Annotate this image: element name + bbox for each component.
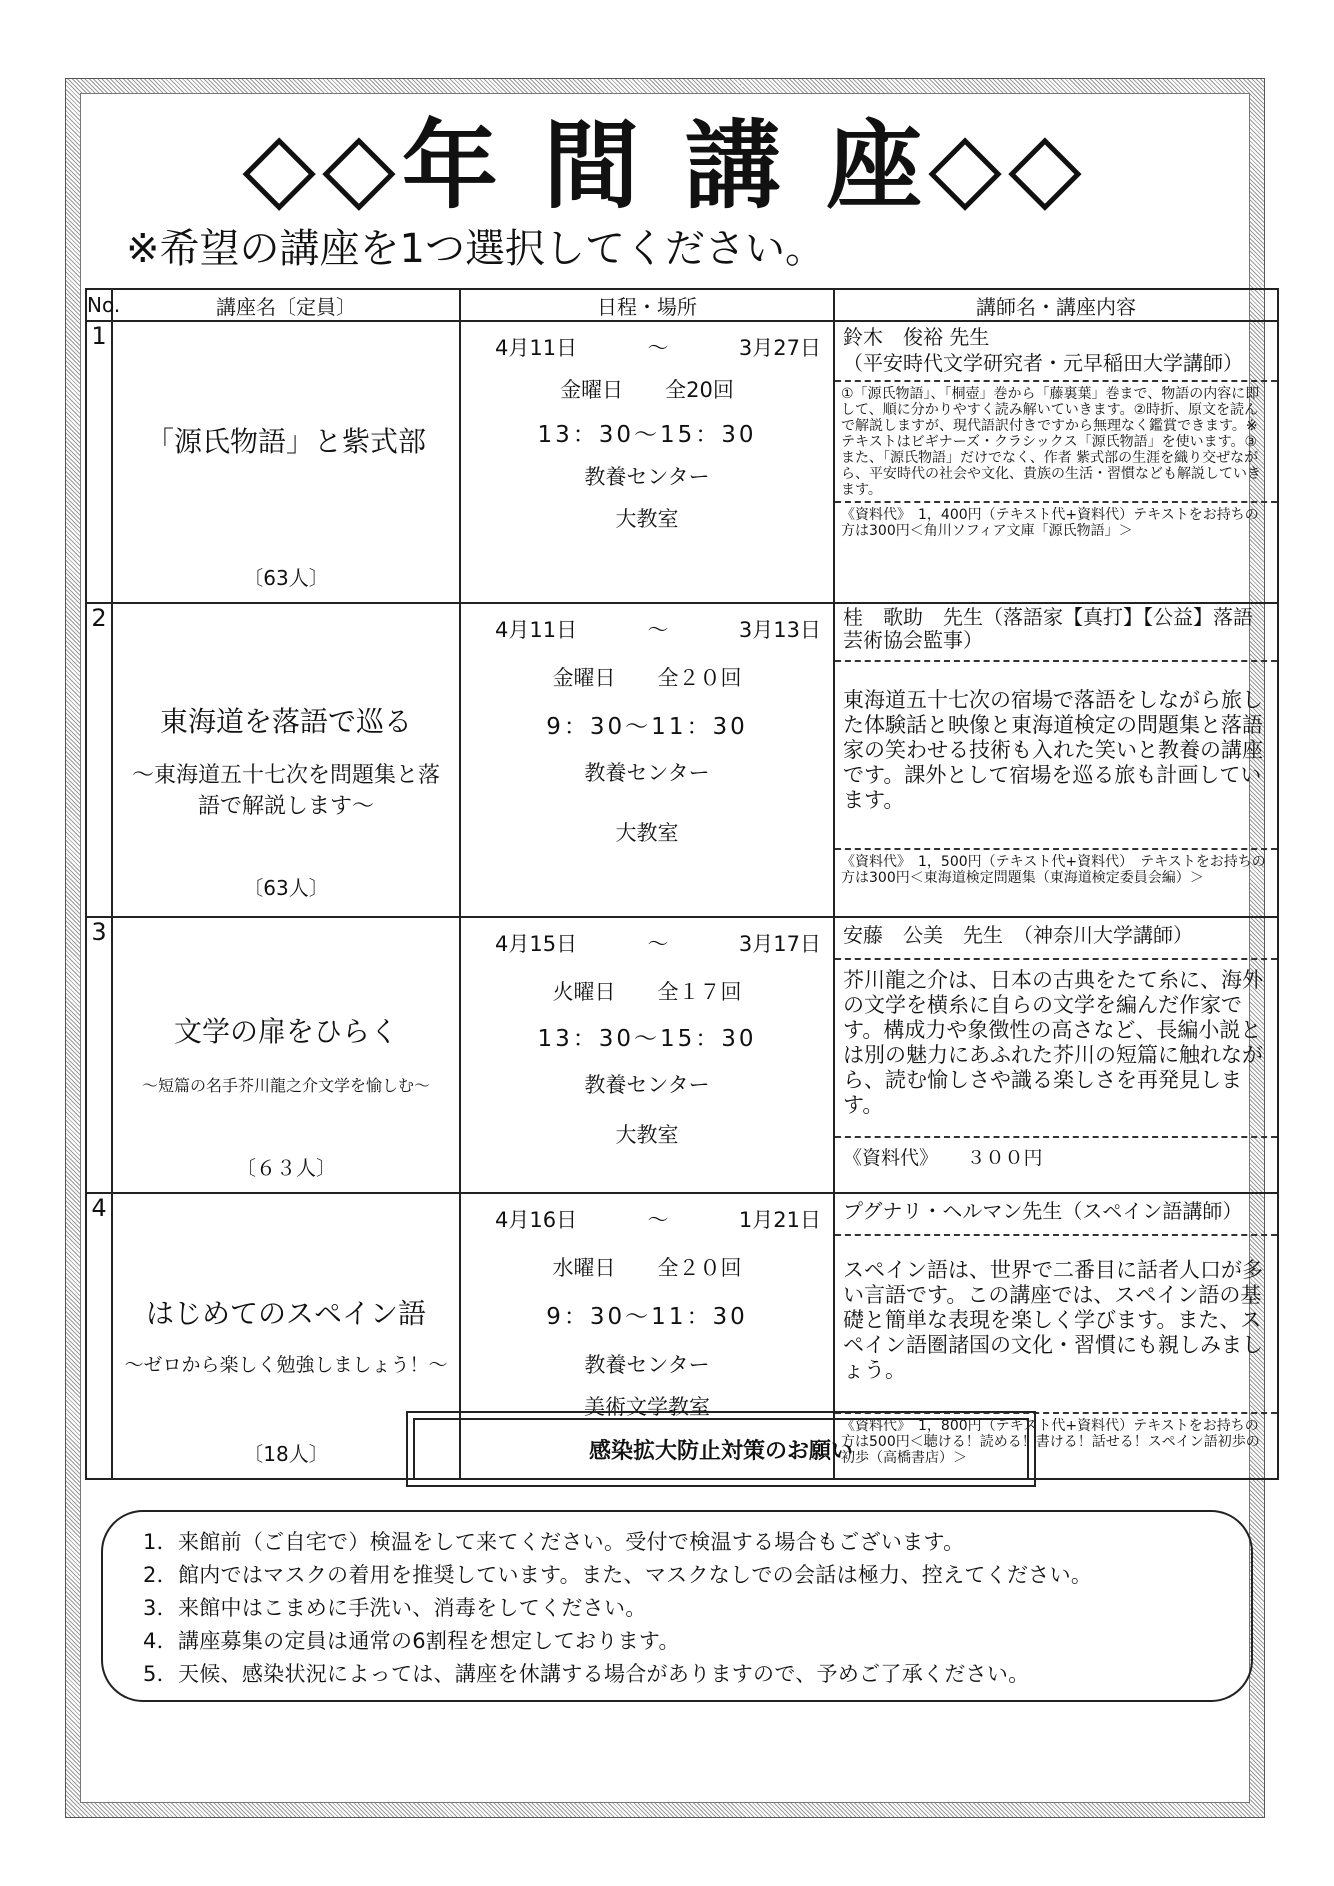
course-time: 13：30～15：30 [537, 422, 757, 448]
day-count: 金曜日 全20回 [560, 378, 734, 402]
notice-title: 感染拡大防止対策のお願い [413, 1418, 1029, 1480]
course-schedule [460, 917, 834, 1193]
instructor-title: （平安時代文学研究者・元早稲田大学講師） [843, 351, 1243, 375]
page-title: ◇◇年 間 講 座◇◇ [242, 110, 1088, 222]
header-instructor: 講師名・講座内容 [834, 289, 1278, 321]
course-subtitle: ～東海道五十七次を問題集と落語で解説します～ [131, 763, 440, 819]
notice-item: 1．来館前（ご自宅で）検温をして来てください。受付で検温する場合もございます。 [143, 1530, 965, 1554]
end-date: 1月21日 [738, 1208, 821, 1232]
end-date: 3月13日 [738, 618, 821, 642]
page-border [65, 78, 1265, 1818]
course-name-cell [112, 321, 460, 603]
course-instructor-cell [834, 917, 1278, 1193]
course-fee: 《資料代》 1，500円（テキスト代+資料代） テキストをお持ちの方は300円＜東海道検定問題集（東海道検定委員会編）＞ [841, 854, 1266, 886]
course-room: 美術文学教室 [584, 1395, 710, 1419]
header-schedule: 日程・場所 [460, 289, 834, 321]
course-instructor-cell [834, 321, 1278, 603]
date-tilde: ～ [647, 932, 669, 956]
day-count: 金曜日 全２０回 [552, 666, 742, 690]
course-instructor-cell [834, 603, 1278, 917]
course-room: 大教室 [615, 507, 679, 531]
course-name: 文学の扉をひらく [173, 1015, 398, 1048]
notice-item: 4．講座募集の定員は通常の6割程を想定しております。 [143, 1629, 680, 1653]
course-description: スペイン語は、世界で二番目に話者人口が多い言語です。この講座では、スペイン語の基礎と簡単な表現を楽しく学びます。また、スペイン語圏諸国の文化・習慣にも親しみましょう。 [843, 1258, 1263, 1382]
notice-item: 5．天候、感染状況によっては、講座を休講する場合がありますので、予めご了承ください。 [143, 1662, 1030, 1686]
course-name: はじめてのスペイン語 [145, 1297, 426, 1330]
course-fee: 《資料代》 ３００円 [843, 1147, 1043, 1169]
course-table [85, 288, 1279, 1480]
header-name: 講座名〔定員〕 [112, 289, 460, 321]
course-venue: 教養センター [584, 761, 710, 785]
course-capacity: 〔63人〕 [243, 566, 329, 590]
course-room: 大教室 [615, 1123, 679, 1147]
course-name: 東海道を落語で巡る [159, 705, 412, 738]
course-description: 芥川龍之介は、日本の古典をたて糸に、海外の文学を横糸に自らの文学を編んだ作家です。構成力や象徴性の高さなど、長編小説とは別の魅力にあふれた芥川の短篇に触れながら、読む愉しさや識る楽しさを再発見します。 [843, 968, 1263, 1117]
notice-item: 3．来館中はこまめに手洗い、消毒をしてください。 [143, 1596, 647, 1620]
course-name: 「源氏物語」と紫式部 [145, 425, 426, 458]
course-name-cell [112, 603, 460, 917]
course-room: 大教室 [615, 821, 679, 845]
start-date: 4月16日 [495, 1208, 578, 1232]
course-time: 13：30～15：30 [537, 1026, 757, 1052]
header-no: No. [86, 289, 112, 321]
course-fee: 《資料代》 1，400円（テキスト代+資料代）テキストをお持ちの方は300円＜角川ソフィア文庫「源氏物語」＞ [841, 507, 1259, 539]
course-number: 2 [86, 603, 112, 917]
course-number: 1 [86, 321, 112, 603]
table-row [86, 321, 1278, 603]
start-date: 4月11日 [495, 618, 578, 642]
instructor-name: プグナリ・ヘルマン先生（スペイン語講師） [843, 1199, 1243, 1223]
page-subtitle: ※希望の講座を1つ選択してください。 [126, 226, 825, 272]
course-description: 東海道五十七次の宿場で落語をしながら旅した体験話と映像と東海道検定の問題集と落語家の笑わせる技術も入れた笑いと教養の講座です。課外として宿場を巡る旅も計画しています。 [843, 688, 1263, 812]
date-tilde: ～ [647, 1208, 669, 1232]
course-fee: 《資料代》 1，800円（テキスト代+資料代）テキストをお持ちの方は500円＜聴ける！読める！書ける！話せる！スペイン語初歩の初歩（高橋書店）＞ [841, 1418, 1260, 1466]
end-date: 3月27日 [738, 336, 821, 360]
course-subtitle: ～短篇の名手芥川龍之介文学を愉しむ～ [141, 1076, 430, 1095]
course-number: 4 [86, 1193, 112, 1479]
end-date: 3月17日 [738, 932, 821, 956]
start-date: 4月15日 [495, 932, 578, 956]
course-time: 9：30～11：30 [546, 1304, 748, 1330]
instructor-name: 鈴木 俊裕 先生 [843, 325, 990, 349]
instructor-name: 安藤 公美 先生 （神奈川大学講師） [843, 923, 1193, 947]
course-capacity: 〔63人〕 [243, 876, 329, 900]
notice-list [101, 1510, 1253, 1702]
course-schedule [460, 321, 834, 603]
table-row [86, 917, 1278, 1193]
day-count: 水曜日 全２０回 [552, 1256, 742, 1280]
course-venue: 教養センター [584, 1353, 710, 1377]
course-schedule [460, 603, 834, 917]
flyer [80, 93, 1266, 1803]
notice-item: 2．館内ではマスクの着用を推奨しています。また、マスクなしでの会話は極力、控えてください。 [143, 1563, 1093, 1587]
course-time: 9：30～11：30 [546, 714, 748, 740]
course-capacity: 〔18人〕 [243, 1442, 329, 1466]
date-tilde: ～ [647, 618, 669, 642]
course-venue: 教養センター [584, 465, 710, 489]
course-description: ①「源氏物語」、「桐壺」巻から「藤裏葉」巻まで、物語の内容に即して、順に分かりやすく読み解いていきます。②時折、原文を読んで解説しますが、現代語訳付きですから無理なく鑑賞できます。※テキストはビギナーズ・クラシックス「源氏物語」を使います。③また、「源氏物語」だけでなく、作者 紫式部の生涯を織り交ぜながら、平安時代の社会や文化、貴族の生活・習慣なども解説していきます。 [841, 386, 1261, 498]
day-count: 火曜日 全１７回 [552, 980, 742, 1004]
course-subtitle: ～ゼロから楽しく勉強しましょう！～ [124, 1354, 448, 1376]
date-tilde: ～ [647, 336, 669, 360]
table-row [86, 603, 1278, 917]
notice-title-box [406, 1411, 1036, 1487]
course-number: 3 [86, 917, 112, 1193]
start-date: 4月11日 [495, 336, 578, 360]
table-header-row [86, 289, 1278, 321]
course-venue: 教養センター [584, 1073, 710, 1097]
instructor-name: 桂 歌助 先生（落語家【真打】【公益】落語芸術協会監事） [843, 605, 1253, 652]
course-name-cell [112, 917, 460, 1193]
course-capacity: 〔６３人〕 [236, 1156, 336, 1180]
